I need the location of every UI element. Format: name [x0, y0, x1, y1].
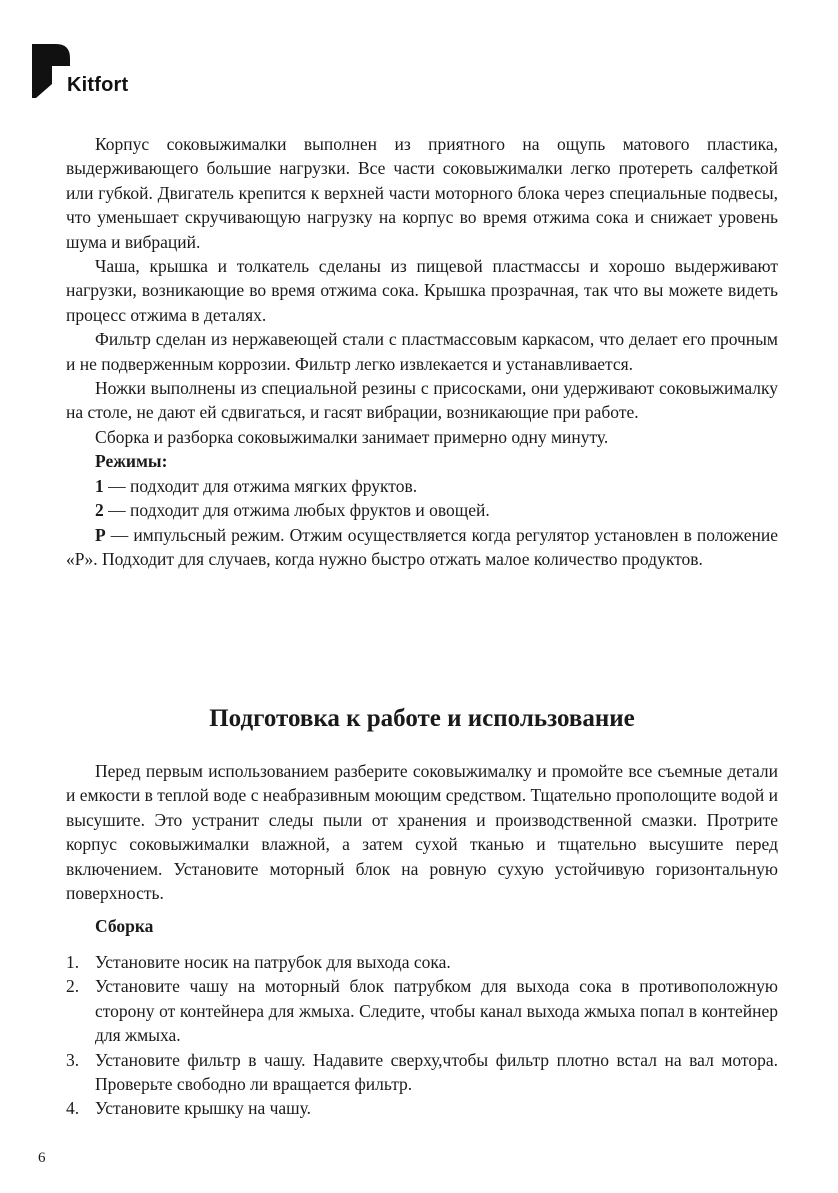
step-text: Установите фильтр в чашу. Надавите сверху,чтобы фильтр плотно встал на вал мотора. Проверьте свободно ли вращается фильтр.: [95, 1049, 778, 1095]
modes-title: Режимы:: [95, 451, 168, 472]
list-item: [66, 974, 778, 1047]
list-item: [66, 1048, 778, 1097]
step-text: Установите носик на патрубок для выхода сока.: [95, 952, 451, 972]
section-heading: Подготовка к работе и использование: [209, 705, 635, 732]
assembly-subheading: Сборка: [95, 916, 154, 936]
mode-text: — подходит для отжима мягких фруктов.: [103, 475, 418, 496]
step-number: 4.: [66, 1098, 80, 1119]
intro-paragraph: Сборка и разборка соковыжималки занимает примерно одну минуту.: [95, 426, 609, 447]
mode-key: P: [95, 524, 106, 545]
step-number: 1.: [66, 952, 80, 972]
intro-paragraph: Корпус соковыжималки выполнен из приятного на ощупь матового пластика, выдерживающего большие нагрузки. Все части соковыжималки легко протереть салфеткой или губкой. Двигатель крепится к верхней части моторного блока через специальные подвесы, что уменьшает скручивающую нагрузку на корпус во время отжима сока и снижает уровень шума и вибраций.: [66, 134, 778, 252]
list-item: [66, 950, 778, 974]
mode-text: — подходит для отжима любых фруктов и овощей.: [103, 500, 490, 521]
assembly-steps: [66, 950, 778, 1121]
prep-section: [66, 759, 778, 905]
mode-item: [66, 474, 778, 498]
step-number: 3.: [66, 1049, 80, 1070]
brand-name: Kitfort: [67, 74, 129, 96]
kitfort-logo-icon: [32, 44, 72, 100]
step-text: Установите крышку на чашу.: [95, 1098, 312, 1119]
mode-item: [66, 523, 778, 572]
mode-key: 1: [95, 475, 104, 496]
list-item: [66, 1096, 778, 1120]
mode-item: [66, 498, 778, 522]
step-text: Установите чашу на моторный блок патрубком для выхода сока в противоположную сторону от контейнера для жмыха. Следите, чтобы канал выхода жмыха попал в контейнер для жмыха.: [95, 976, 778, 1046]
intro-section: [66, 132, 778, 571]
page-number: 6: [38, 1150, 46, 1166]
intro-paragraph: Фильтр сделан из нержавеющей стали с пластмассовым каркасом, что делает его прочным и не подверженным коррозии. Фильтр легко извлекается и устанавливается.: [66, 329, 778, 374]
step-number: 2.: [66, 976, 80, 997]
prep-paragraph: Перед первым использованием разберите соковыжималку и промойте все съемные детали и емкости в теплой воде с неабразивным моющим средством. Тщательно прополощите водой и высушите. Это устранит следы пыли от хранения и производственной смазки. Протрите корпус соковыжималки влажной, а затем сухой тканью и тщательно высушите перед включением. Установите моторный блок на ровную сухую устойчивую горизонтальную поверхность.: [66, 761, 778, 904]
intro-paragraph: Ножки выполнены из специальной резины с присосками, они удерживают соковыжималку на столе, не дают ей сдвигаться, и гасят вибрации, возникающие при работе.: [66, 378, 778, 423]
intro-paragraph: Чаша, крышка и толкатель сделаны из пищевой пластмассы и хорошо выдерживают нагрузки, возникающие во время отжима сока. Крышка прозрачная, так что вы можете видеть процесс отжима в деталях.: [66, 256, 778, 325]
mode-key: 2: [95, 500, 104, 521]
mode-text: — импульсный режим. Отжим осуществляется когда регулятор установлен в положение «P». Подходит для случаев, когда нужно быстро отжать малое количество продуктов.: [66, 524, 778, 569]
